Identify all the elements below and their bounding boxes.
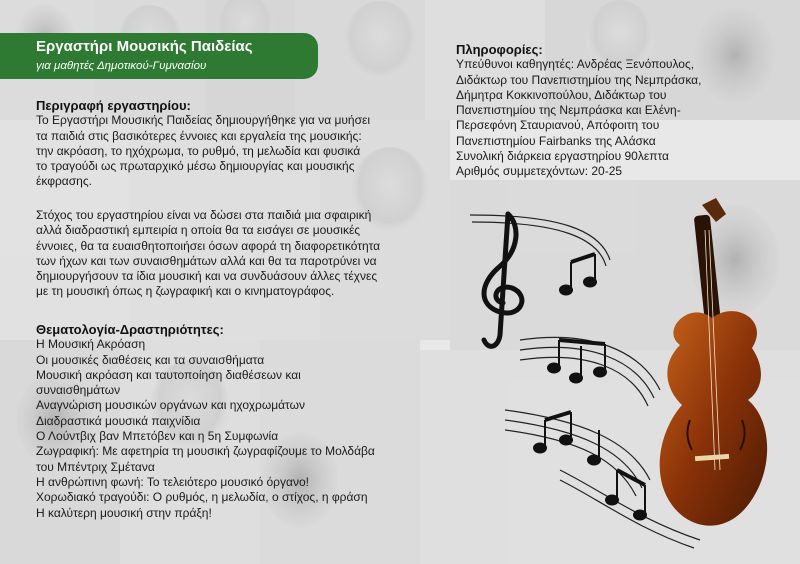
info-line: Δήμητρα Κοκκινοπούλου, Διδάκτωρ του: [456, 87, 667, 102]
topic-item: Ο Λούντβιχ βαν Μπετόβεν και η 5η Συμφωνία: [36, 429, 279, 444]
topic-item: του Μπέντριχ Σμέτανα: [36, 459, 155, 474]
description-line: Το Εργαστήρι Μουσικής Παιδείας δημιουργήθηκε για να μυήσει: [36, 113, 371, 128]
topic-item: συναισθημάτων: [36, 383, 121, 398]
info-line: Αριθμός συμμετεχόντων: 20-25: [456, 164, 623, 179]
banner-title: Εργαστήρι Μουσικής Παιδείας: [36, 38, 253, 55]
goal-line: με τη μουσική όπως η ζωγραφική και ο κινηματογράφος.: [36, 284, 335, 299]
description-line: τα παιδιά στις βασικότερες έννοιες και εργαλεία της μουσικής:: [36, 128, 362, 143]
topic-item: Χορωδιακό τραγούδι: Ο ρυθμός, η μελωδία, ο στίχος, η φράση: [36, 490, 368, 505]
topic-item: Η Μουσική Ακρόαση: [36, 337, 146, 352]
description-line: το τραγούδι ως πρωταρχικό μέσω δημιουργίας και μουσικής: [36, 159, 355, 174]
topic-item: Ζωγραφική: Με αφετηρία τη μουσική ζωγραφίζουμε το Μολδάβα: [36, 444, 375, 459]
title-banner: [0, 33, 318, 79]
topics-heading: Θεματολογία-Δραστηριότητες:: [36, 322, 224, 337]
info-line: Περσεφόνη Σταυριανού, Απόφοιτη του: [456, 118, 660, 133]
topic-item: Αναγνώριση μουσικών οργάνων και ηχοχρωμάτων: [36, 398, 305, 413]
topic-item: Διαδραστικά μουσικά παιχνίδια: [36, 413, 201, 428]
goal-line: έννοιες, θα τα ευαισθητοποιήσει όσων αφορά τη διαφορετικότητα: [36, 238, 381, 253]
goal-line: αλλά διαδραστική εμπειρία η οποία θα τα εισάγει σε μουσικές: [36, 223, 361, 238]
info-heading: Πληροφορίες:: [456, 42, 543, 57]
info-line: Πανεπιστημίου της Νεμπράσκα και Ελένη-: [456, 103, 681, 118]
description-body: [36, 113, 436, 189]
info-line: Διδάκτωρ του Πανεπιστημίου της Νεμπράσκα,: [456, 72, 702, 87]
goal-section: [36, 208, 436, 300]
info-line: Συνολική διάρκεια εργαστηρίου 90λεπτα: [456, 149, 669, 164]
topic-item: Μουσική ακρόαση και ταυτοποίηση διαθέσεων και: [36, 367, 301, 382]
goal-line: των ήχων και των συναισθημάτων αλλά και θα τα παροτρύνει να: [36, 253, 377, 268]
info-line: Πανεπιστημίου Fairbanks της Αλάσκα: [456, 133, 656, 148]
banner-subtitle: για μαθητές Δημοτικού-Γυμνασίου: [36, 60, 207, 72]
description-line: έκφρασης.: [36, 174, 92, 189]
goal-line: δημιουργήσουν τα ίδια μουσική και να συνδυάσουν άλλες τέχνες: [36, 269, 378, 284]
topic-item: Η καλύτερη μουσική στην πράξη!: [36, 505, 212, 520]
description-section: [36, 98, 436, 190]
description-line: την ακρόαση, το ηχόχρωμα, το ρυθμό, τη μελωδία και φυσικά: [36, 143, 361, 158]
info-line: Υπεύθυνοι καθηγητές: Ανδρέας Ξενόπουλος,: [456, 57, 695, 72]
topic-item: Οι μουσικές διαθέσεις και τα συναισθήματα: [36, 352, 265, 367]
topic-item: Η ανθρώπινη φωνή: Το τελειότερο μουσικό όργανο!: [36, 474, 309, 489]
description-heading: Περιγραφή εργαστηρίου:: [36, 98, 191, 113]
topics-section: [36, 322, 456, 521]
info-section: [456, 42, 786, 180]
goal-line: Στόχος του εργαστηρίου είναι να δώσει στα παιδιά μια σφαιρική: [36, 208, 372, 222]
